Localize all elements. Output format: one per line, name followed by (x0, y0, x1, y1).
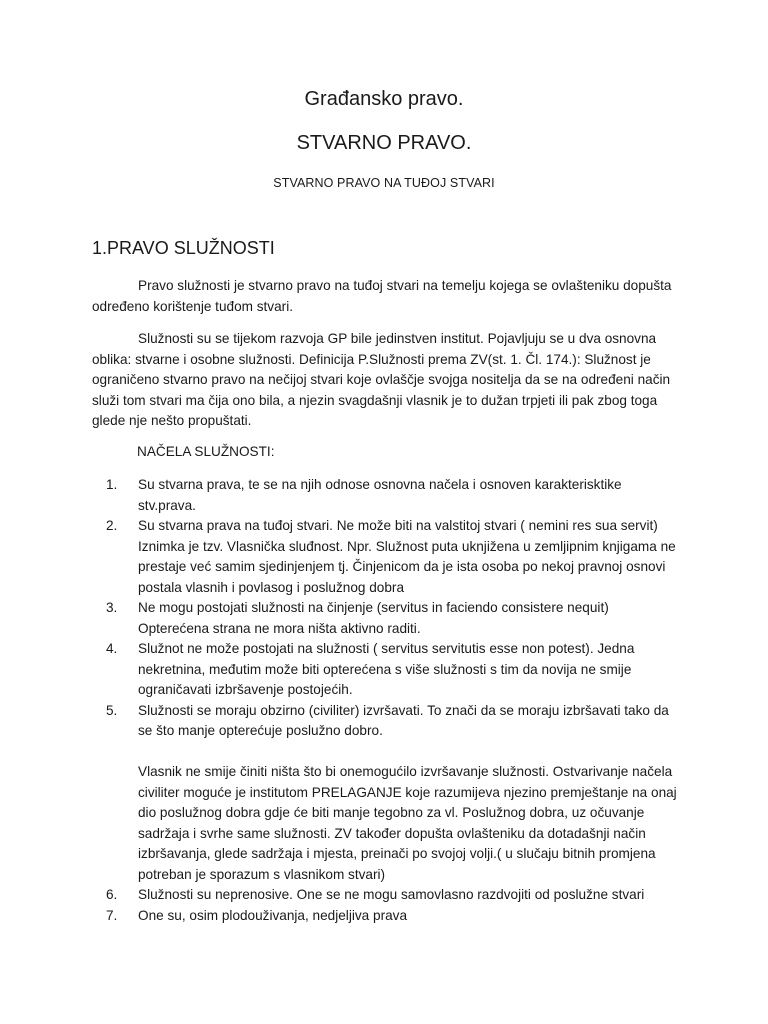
list-item-number: 2. (106, 518, 118, 533)
list-item-text: Služnosti su neprenosive. One se ne mogu samovlasno razdvojiti od poslužne stvari (138, 887, 645, 902)
list-item (92, 475, 682, 516)
principles-list (92, 475, 682, 926)
list-item (92, 701, 682, 886)
paragraph-history: Služnosti su se tijekom razvoja GP bile jedinstven institut. Pojavljuju se u dva osnovna oblika: stvarne i osobne služnosti. Definicija P.Služnosti prema ZV(st. 1. Čl. 174.): Služnost je ograničeno stvarno pravo na nečijoj stvari koje ovlaščje svojga nositelja da se na određeni način služi tom stvari ma čija ono bila, a njezin svagdašnji vlasnik je to dužan trpjeti ili pak zbog toga glede nje nešto propuštati. (92, 331, 671, 428)
list-item (92, 906, 682, 927)
list-item-note: Vlasnik ne smije činiti ništa što bi onemogućilo izvršavanje služnosti. Ostvarivanje načela civiliter moguće je institutom PRELAGANJE koje razumijeva njezino premještanje na onaj dio poslužnog dobra gdje će biti manje tegobno za vl. Poslužnog dobra, uz očuvanje sadržaja i svrhe same služnosti. ZV također dopušta ovlašteniku da dotadašnji način izbršavanja, glede sadržaja i mjesta, preinači po svojoj volji.( u slučaju bitnih promjena potreban je sporazum s vlasnikom stvari) (138, 764, 677, 882)
list-item-text: Su stvarna prava, te se na njih odnose osnovna načela i osnoven karakterisktike stv.prava. (138, 477, 622, 513)
document-heading: STVARNO PRAVO. (296, 132, 472, 154)
list-item-text: One su, osim plodouživanja, nedjeljiva prava (138, 907, 408, 923)
list-item-number: 3. (106, 600, 118, 615)
list-item-text: Služnosti se moraju obzirno (civiliter) izvršavati. To znači da se moraju izbršavati tako da se što manje opterećuje poslužno dobro. (138, 702, 669, 738)
document-subtitle: STVARNO PRAVO NA TUĐOJ STVARI (273, 176, 495, 190)
list-item-text: Su stvarna prava na tuđoj stvari. Ne može biti na valstitoj stvari ( nemini res sua servit) Iznimka je tzv. Vlasnička sluđnost. Npr. Služnost puta uknjižena u zemljipnim knjigama ne prestaje već samim sjedinjenjem tj. Činjenicom da je ista osoba po nekoj pravnoj osnovi postala vlasnih i povlasog i poslužnog dobra (138, 518, 676, 595)
principles-heading: NAČELA SLUŽNOSTI: (137, 444, 275, 459)
list-item-number: 4. (106, 641, 118, 656)
list-item-number: 7. (106, 907, 118, 923)
list-item-text: Ne mogu postojati služnosti na činjenje (servitus in faciendo consistere nequit) Opterećena strana ne mora ništa aktivno raditi. (138, 600, 609, 636)
paragraph-definition: Pravo služnosti je stvarno pravo na tuđoj stvari na temelju kojega se ovlašteniku dopušta određeno korištenje tuđom stvari. (92, 278, 672, 314)
list-item (92, 598, 682, 639)
list-item-number: 5. (106, 702, 118, 718)
document-title: Građansko pravo. (304, 88, 464, 110)
section-heading: 1.PRAVO SLUŽNOSTI (92, 238, 275, 258)
list-item (92, 639, 682, 701)
list-item (92, 516, 682, 598)
list-item-text: Služnot ne može postojati na služnosti ( servitus servitutis esse non potest). Jedna nekretnina, međutim može biti opterećena s više služnosti s tim da novija ne smije ograničavati izbršavenje postojećih. (138, 641, 635, 697)
list-item (92, 885, 682, 906)
list-item-number: 1. (106, 477, 118, 492)
list-item-number: 6. (106, 887, 118, 902)
